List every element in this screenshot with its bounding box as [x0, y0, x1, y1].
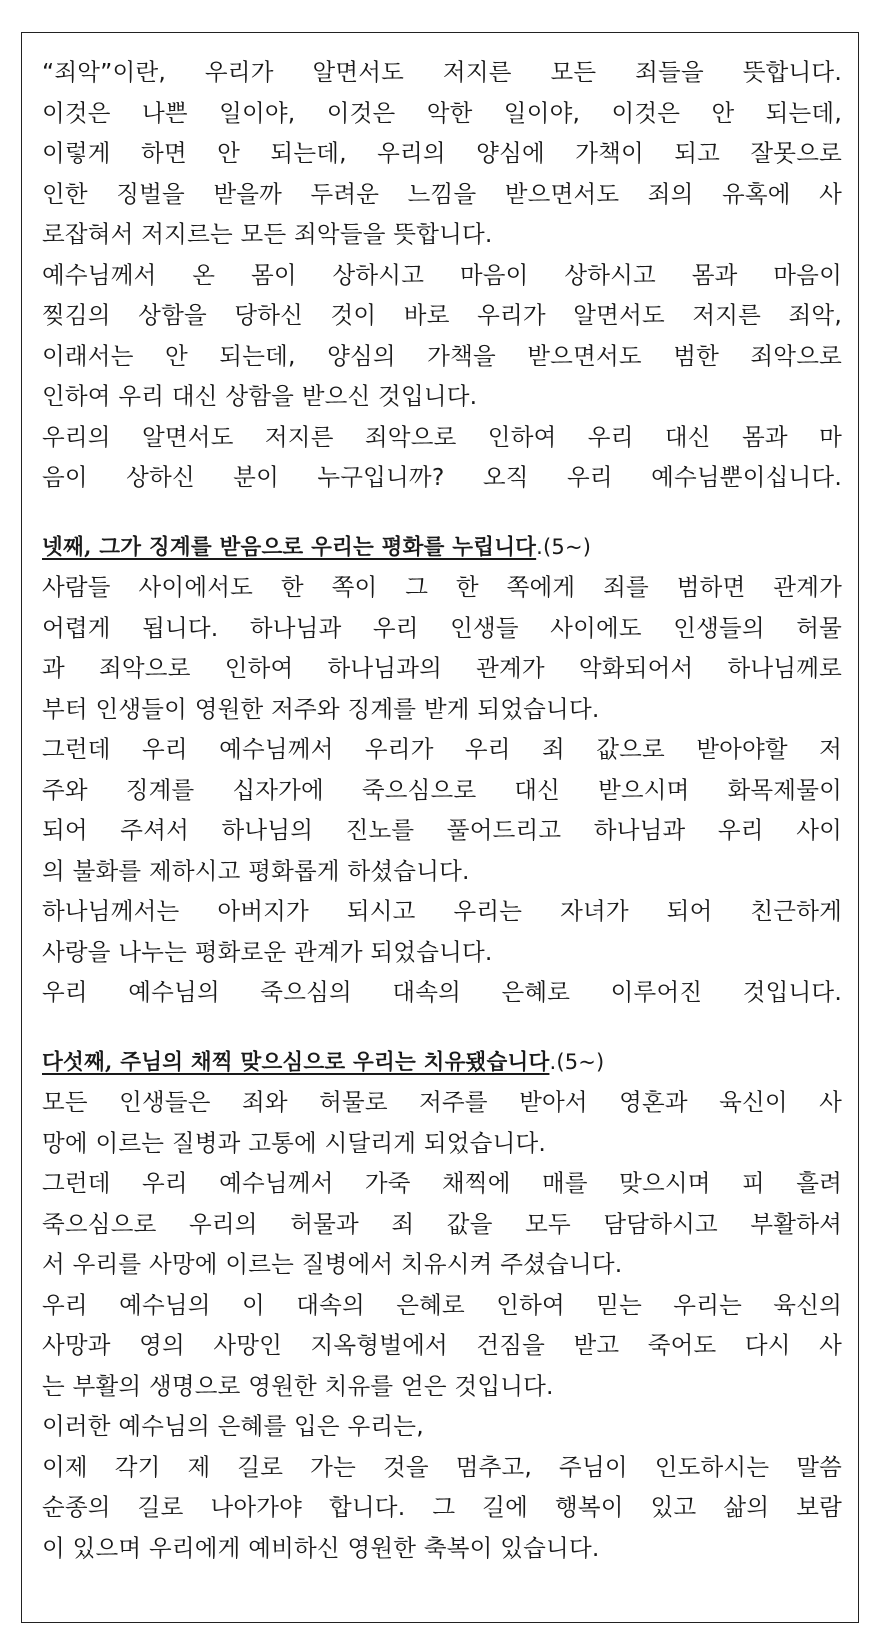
text-line: 주와 징계를 십자가에 죽으심으로 대신 받으시며 화목제물이 — [42, 775, 842, 804]
text-line: “죄악”이란, 우리가 알면서도 저지른 모든 죄들을 뜻합니다. — [42, 58, 842, 86]
text-line: 사랑을 나누는 평화로운 관계가 되었습니다. — [42, 937, 493, 966]
text-line: 사망과 영의 사망인 지옥형벌에서 건짐을 받고 죽어도 다시 사 — [42, 1331, 842, 1359]
text-line: 이 있으며 우리에게 예비하신 영원한 축복이 있습니다. — [42, 1533, 600, 1562]
text-line: 모든 인생들은 죄와 허물로 저주를 받아서 영혼과 육신이 사 — [42, 1088, 842, 1116]
text-line: 음이 상하신 분이 누구입니까? 오직 우리 예수님뿐이십니다. — [42, 463, 842, 491]
text-line: 하나님께서는 아버지가 되시고 우리는 자녀가 되어 친근하게 — [42, 897, 842, 925]
text-line: 의 불화를 제하시고 평화롭게 하셨습니다. — [42, 856, 470, 885]
text-line: 우리 예수님의 죽으심의 대속의 은혜로 이루어진 것입니다. — [42, 978, 842, 1006]
text-line: 인하여 우리 대신 상함을 받으신 것입니다. — [42, 382, 478, 410]
text-line: 그런데 우리 예수님께서 가죽 채찍에 매를 맞으시며 피 흘려 — [42, 1169, 842, 1197]
text-line: 부터 인생들이 영원한 저주와 징계를 받게 되었습니다. — [42, 694, 600, 723]
text-line: 우리 예수님의 이 대속의 은혜로 인하여 믿는 우리는 육신의 — [42, 1290, 842, 1319]
section-fourth — [42, 527, 842, 1013]
heading-text: 넷째, 그가 징계를 받음으로 우리는 평화를 누립니다 — [42, 534, 537, 560]
text-line: 예수님께서 온 몸이 상하시고 마음이 상하시고 몸과 마음이 — [42, 260, 842, 289]
text-line: 로잡혀서 저지르는 모든 죄악들을 뜻합니다. — [42, 220, 493, 248]
text-line: 인한 징벌을 받을까 두려운 느낌을 받으면서도 죄의 유혹에 사 — [42, 179, 842, 208]
text-line: 순종의 길로 나아가야 합니다. 그 길에 행복이 있고 삶의 보람 — [42, 1493, 842, 1521]
verse-reference: .(5~) — [536, 534, 592, 559]
text-line: 죽으심으로 우리의 허물과 죄 값을 모두 담담하시고 부활하셔 — [42, 1209, 842, 1238]
text-line: 찢김의 상함을 당하신 것이 바로 우리가 알면서도 저지른 죄악, — [42, 301, 842, 329]
text-line: 우리의 알면서도 저지른 죄악으로 인하여 우리 대신 몸과 마 — [42, 422, 842, 451]
text-line: 이러한 예수님의 은혜를 입은 우리는, — [42, 1412, 424, 1440]
text-line: 이래서는 안 되는데, 양심의 가책을 받으면서도 범한 죄악으로 — [42, 341, 842, 370]
text-line: 그런데 우리 예수님께서 우리가 우리 죄 값으로 받아야할 저 — [42, 735, 842, 763]
text-line: 사람들 사이에서도 한 쪽이 그 한 쪽에게 죄를 범하면 관계가 — [42, 573, 842, 601]
text-line: 어렵게 됩니다. 하나님과 우리 인생들 사이에도 인생들의 허물 — [42, 613, 842, 642]
text-line: 이렇게 하면 안 되는데, 우리의 양심에 가책이 되고 잘못으로 — [42, 139, 842, 167]
text-line: 과 죄악으로 인하여 하나님과의 관계가 악화되어서 하나님께로 — [42, 654, 842, 682]
text-line: 되어 주셔서 하나님의 진노를 풀어드리고 하나님과 우리 사이 — [42, 816, 842, 844]
section-gap — [42, 498, 842, 527]
heading-text: 다섯째, 주님의 채찍 맞으심으로 우리는 치유됐습니다 — [42, 1049, 550, 1075]
verse-reference: .(5~) — [549, 1049, 605, 1074]
section-heading-fifth — [42, 1042, 842, 1083]
section-fifth — [42, 1042, 842, 1569]
text-line: 는 부활의 생명으로 영원한 치유를 얻은 것입니다. — [42, 1371, 554, 1400]
paragraph-group-sin — [42, 52, 842, 498]
text-line: 망에 이르는 질병과 고통에 시달리게 되었습니다. — [42, 1128, 547, 1157]
section-gap — [42, 1013, 842, 1042]
text-line: 이것은 나쁜 일이야, 이것은 악한 일이야, 이것은 안 되는데, — [42, 98, 842, 127]
section-heading-fourth — [42, 527, 842, 568]
document-body — [42, 52, 842, 1568]
text-line: 이제 각기 제 길로 가는 것을 멈추고, 주님이 인도하시는 말씀 — [42, 1452, 842, 1481]
text-line: 서 우리를 사망에 이르는 질병에서 치유시켜 주셨습니다. — [42, 1250, 623, 1278]
